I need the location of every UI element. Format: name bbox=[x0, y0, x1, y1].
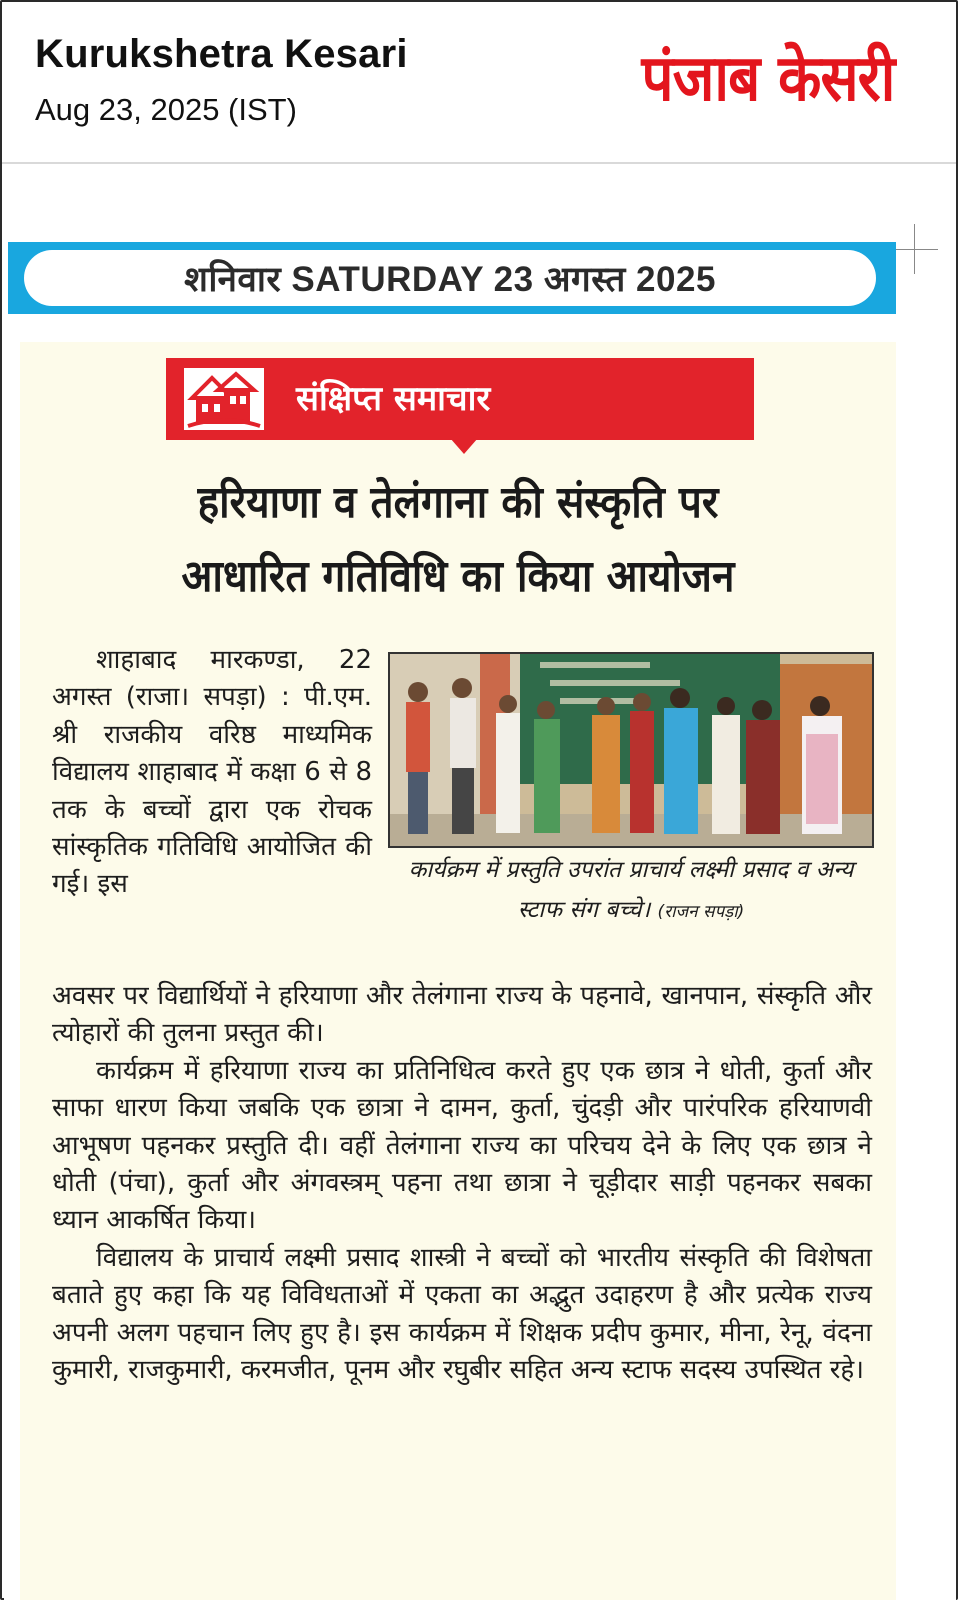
date-pill bbox=[24, 250, 876, 306]
article-paragraph: कार्यक्रम में हरियाणा राज्य का प्रतिनिधित्व करते हुए एक छात्र ने धोती, कुर्ता और साफा धारण किया जबकि एक छात्रा ने दामन, कुर्ता, चुंदड़ी और पारंपरिक हरियाणवी आभूषण पहनकर प्रस्तुति दी। वहीं तेलंगाना राज्य का परिचय देने के लिए एक छात्र ने धोती (पंचा), कुर्ता और अंगवस्त्रम् पहना तथा छात्रा ने चूड़ीदार साड़ी पहनकर सबका ध्यान आकर्षित किया। bbox=[52, 1055, 872, 1236]
group-photo-image bbox=[390, 654, 872, 846]
photo-caption bbox=[388, 850, 874, 932]
date-band-text: शनिवार SATURDAY 23 अगस्त 2025 bbox=[184, 259, 716, 299]
header-bar bbox=[2, 2, 956, 164]
article bbox=[20, 342, 896, 1600]
article-paragraph: विद्यालय के प्राचार्य लक्ष्मी प्रसाद शास्त्री ने बच्चों को भारतीय संस्कृति की विशेषता बताते हुए कहा कि यह विविधताओं में एकता का अद्भुत उदाहरण है और प्रत्येक राज्य अपनी अलग पहचान लिए हुए है। इस कार्यक्रम में शिक्षक प्रदीप कुमार, मीना, रेनू, वंदना कुमारी, राजकुमारी, करमजीत, पूनम और रघुबीर सहित अन्य स्टाफ सदस्य उपस्थित रहे। bbox=[52, 1242, 872, 1386]
headline-line-1: हरियाणा व तेलंगाना की संस्कृति पर bbox=[197, 477, 719, 528]
article-photo bbox=[388, 652, 874, 848]
kicker-pointer bbox=[450, 438, 478, 454]
edition-date: Aug 23, 2025 (IST) bbox=[35, 92, 297, 127]
photo-caption-text: कार्यक्रम में प्रस्तुति उपरांत प्राचार्य लक्ष्मी प्रसाद व अन्य स्टाफ संग बच्चे। bbox=[408, 857, 854, 923]
edition-name: Kurukshetra Kesari bbox=[35, 32, 408, 76]
photo-credit: (राजन सपड़ा) bbox=[657, 902, 745, 922]
masthead-logo: पंजाब केसरी bbox=[641, 42, 894, 116]
article-lead-continued: अवसर पर विद्यार्थियों ने हरियाणा और तेलंगाना राज्य के पहनावे, खानपान, संस्कृति और त्योहारों की तुलना प्रस्तुत की। bbox=[52, 981, 872, 1049]
house-city-icon bbox=[178, 364, 270, 434]
article-lead: शाहाबाद मारकण्डा, 22 अगस्त (राजा। सपड़ा) : पी.एम. श्री राजकीय वरिष्ठ माध्यमिक विद्यालय शाहाबाद में कक्षा 6 से 8 तक के बच्चों द्वारा एक रोचक सांस्कृतिक गतिविधि आयोजित की गई। इस bbox=[52, 645, 372, 900]
kicker-banner bbox=[166, 358, 754, 440]
kicker-title: संक्षिप्त समाचार bbox=[296, 379, 491, 419]
crop-mark bbox=[914, 224, 915, 274]
headline-line-2: आधारित गतिविधि का किया आयोजन bbox=[181, 551, 735, 602]
headline bbox=[73, 466, 842, 614]
newspaper-clipping bbox=[4, 164, 956, 1600]
article-body bbox=[52, 978, 872, 1389]
date-band bbox=[8, 242, 896, 314]
